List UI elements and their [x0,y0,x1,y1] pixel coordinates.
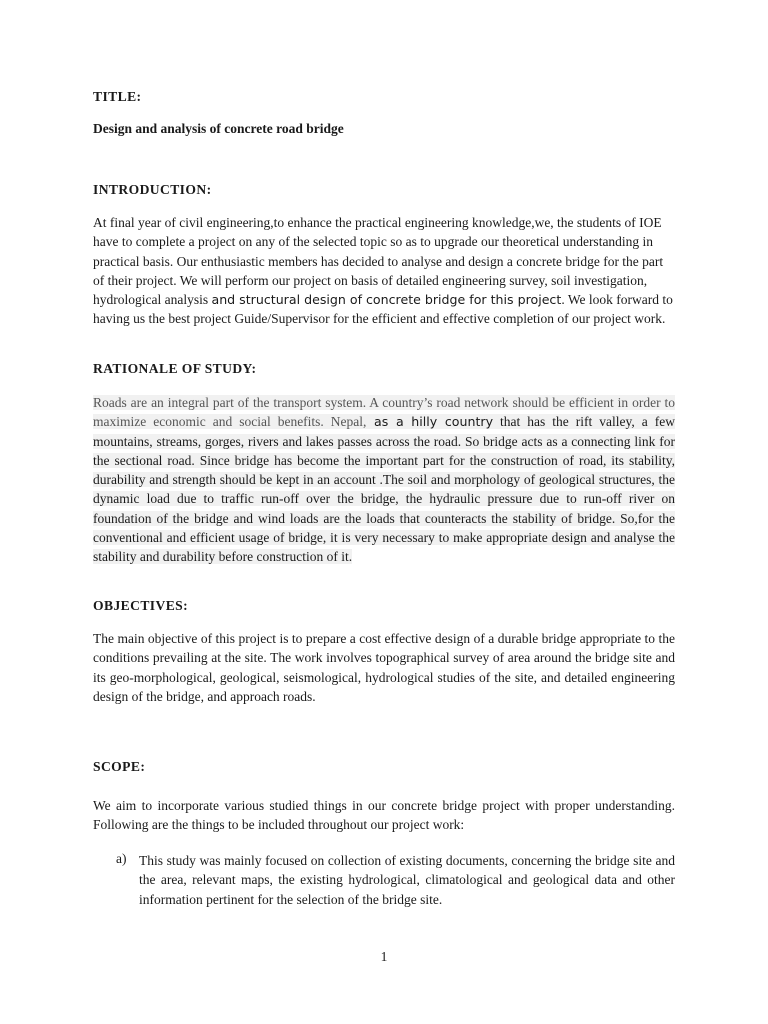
introduction-paragraph [93,213,675,329]
title-heading: TITLE: [93,89,142,104]
introduction-text-part-a: At final year of civil engineering,to enhance the practical engineering knowledge,we, the students of IOE have to complete a project on any of the selected topic so as to upgrade our theoretical understanding in practical basis. Our enthusiastic members has decided to analyse and design a concrete bridge for the part of their project. We will perform our project on basis of detailed engineering survey, soil investigation, hydrological analysis [93,215,664,308]
introduction-text-part-c: . We look forward to having us the best project Guide/Supervisor for the efficient and effective completion of our project work. [93,292,673,327]
scope-item-text: This study was mainly focused on collection of existing documents, concerning the bridge site and the area, relevant maps, the existing hydrological, climatological and geological data and other information pertinent for the selection of the bridge site. [139,853,675,907]
rationale-text-part-c: that has the rift valley, a few mountains, streams, gorges, rivers and lakes passes across the road. So bridge acts as a connecting link for the sectional road. Since bridge has become the important part for the construction of road, its stability, durability and strength should be kept in an account .The soil and morphology of geological structures, the dynamic load due to traffic run-off over the bridge, the hydraulic pressure due to run-off river on foundation of the bridge and wind loads are the loads that counteracts the stability of bridge. So,for the conventional and efficient usage of bridge, it is very necessary to make appropriate design and analyse the stability and durability before construction of it. [93,414,676,565]
introduction-heading: INTRODUCTION: [93,182,212,197]
introduction-text-part-b: and structural design of concrete bridge for this project [211,292,562,308]
scope-heading: SCOPE: [93,759,146,774]
objectives-heading: OBJECTIVES: [93,598,189,613]
rationale-text-part-b: as a hilly country [366,414,494,430]
rationale-paragraph [93,393,675,567]
objectives-paragraph: The main objective of this project is to prepare a cost effective design of a durable bridge appropriate to the conditions prevailing at the site. The work involves topographical survey of area around the bridge site and its geo-morphological, geological, seismological, hydrological studies of the site, and detailed engineering design of the bridge, and approach roads. [93,631,675,704]
rationale-text-part-a: Roads are an integral part of the transport system. A country’s road network should be efficient in order to maximize economic and social benefits. Nepal, [93,395,675,430]
title-text: Design and analysis of concrete road bridge [93,121,344,136]
rationale-heading: RATIONALE OF STUDY: [93,361,257,376]
scope-item-marker: a) [116,851,127,866]
scope-intro: We aim to incorporate various studied things in our concrete bridge project with proper understanding. Following are the things to be included throughout our project work: [93,798,675,833]
page-number: 1 [380,949,388,964]
